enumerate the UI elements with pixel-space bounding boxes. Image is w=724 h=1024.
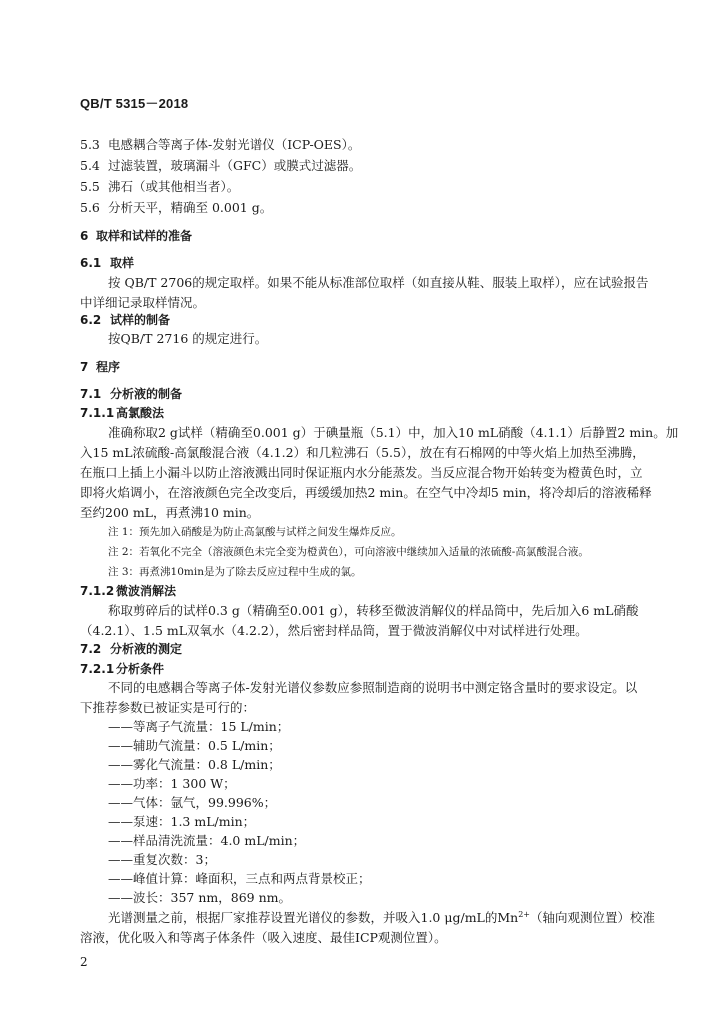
param-item: ——功率：1 300 W； <box>108 776 236 791</box>
paragraph-line: 光谱测量之前，根据厂家推荐设置光谱仪的参数，并吸入1.0 μg/mL的$Mn^{2+}$（轴向观测位置）校准 <box>108 910 656 925</box>
note-3: 注 3：再煮沸10min是为了除去反应过程中生成的氯。 <box>108 566 362 578</box>
paragraph-line: 溶液，优化吸入和等离子体条件（吸入速度、最佳ICP观测位置）。 <box>80 930 447 945</box>
paragraph-6-1-line: 中详细记录取样情况。 <box>80 295 206 310</box>
paragraph-line: 入15 mL浓硫酸-高氯酸混合液（4.1.2）和几粒沸石（5.5），放在有石棉网的中等火焰上加热至沸腾， <box>80 445 645 460</box>
section-heading-7-2-1: 7.2.1 分析条件 <box>80 662 165 676</box>
paragraph-line: 至约200 mL，再煮沸10 min。 <box>80 505 260 520</box>
param-item: ——辅助气流量：0.5 L/min； <box>108 738 281 753</box>
paragraph-line: 准确称取2 g试样（精确至0.001 g）于碘量瓶（5.1）中，加入10 mL硝酸（4.1.1）后静置2 min。加 <box>108 425 679 440</box>
list-item: 5.6 分析天平，精确至 0.001 g。 <box>80 200 273 215</box>
paragraph-line: 不同的电感耦合等离子体-发射光谱仪参数应参照制造商的说明书中测定铬含量时的要求设定。以 <box>108 680 638 695</box>
section-heading-6-1: 6.1 取样 <box>80 256 135 270</box>
list-item: 5.5 沸石（或其他相当者）。 <box>80 179 240 194</box>
paragraph-6-2: 按QB/T 2716 的规定进行。 <box>108 331 268 346</box>
param-item: ——雾化气流量：0.8 L/min； <box>108 757 281 772</box>
section-heading-7-1-1: 7.1.1 高氯酸法 <box>80 406 165 420</box>
param-item: ——泵速：1.3 mL/min； <box>108 814 256 829</box>
paragraph-line: 称取剪碎后的试样0.3 g（精确至0.001 g），转移至微波消解仪的样品筒中，先后加入6 mL硝酸 <box>108 603 639 618</box>
paragraph-6-1-line: 按 QB/T 2706的规定取样。如果不能从标准部位取样（如直接从鞋、服装上取样），应在试验报告 <box>108 275 649 290</box>
param-item: ——波长：357 nm，869 nm。 <box>108 890 291 905</box>
section-heading-7-2: 7.2 分析液的测定 <box>80 642 183 656</box>
list-item: 5.4 过滤装置，玻璃漏斗（GFC）或膜式过滤器。 <box>80 158 362 173</box>
param-item: ——样品清洗流量：4.0 mL/min； <box>108 833 306 848</box>
section-heading-6: 6 取样和试样的准备 <box>80 229 193 243</box>
page-number: 2 <box>80 955 88 969</box>
section-heading-7: 7 程序 <box>80 360 121 374</box>
list-item: 5.3 电感耦合等离子体-发射光谱仪（ICP-OES）。 <box>80 137 361 152</box>
section-heading-6-2: 6.2 试样的制备 <box>80 313 171 327</box>
section-heading-7-1-2: 7.1.2 微波消解法 <box>80 584 177 598</box>
note-1: 注 1：预先加入硝酸是为防止高氯酸与试样之间发生爆炸反应。 <box>108 526 402 538</box>
section-heading-7-1: 7.1 分析液的制备 <box>80 387 183 401</box>
param-item: ——气体：氩气，99.996%； <box>108 795 277 810</box>
paragraph-line: 即将火焰调小，在溶液颜色完全改变后，再缓缓加热2 min。在空气中冷却5 min，将冷却后的溶液稀释 <box>80 485 652 500</box>
standard-number: QB/T 5315－2018 <box>80 96 189 111</box>
param-item: ——重复次数：3； <box>108 852 216 867</box>
note-2: 注 2：若氧化不完全（溶液颜色未完全变为橙黄色），可向溶液中继续加入适量的浓硫酸-高氯酸混合液。 <box>108 546 589 558</box>
param-item: ——峰值计算：峰面积，三点和两点背景校正； <box>108 871 371 886</box>
paragraph-line: 下推荐参数已被证实是可行的： <box>80 700 256 715</box>
param-item: ——等离子气流量：15 L/min； <box>108 719 290 734</box>
paragraph-line: 在瓶口上插上小漏斗以防止溶液溅出同时保证瓶内水分能蒸发。当反应混合物开始转变为橙黄色时，立 <box>80 465 643 480</box>
paragraph-line: （4.2.1）、1.5 mL双氧水（4.2.2），然后密封样品筒，置于微波消解仪中对试样进行处理。 <box>80 623 588 638</box>
